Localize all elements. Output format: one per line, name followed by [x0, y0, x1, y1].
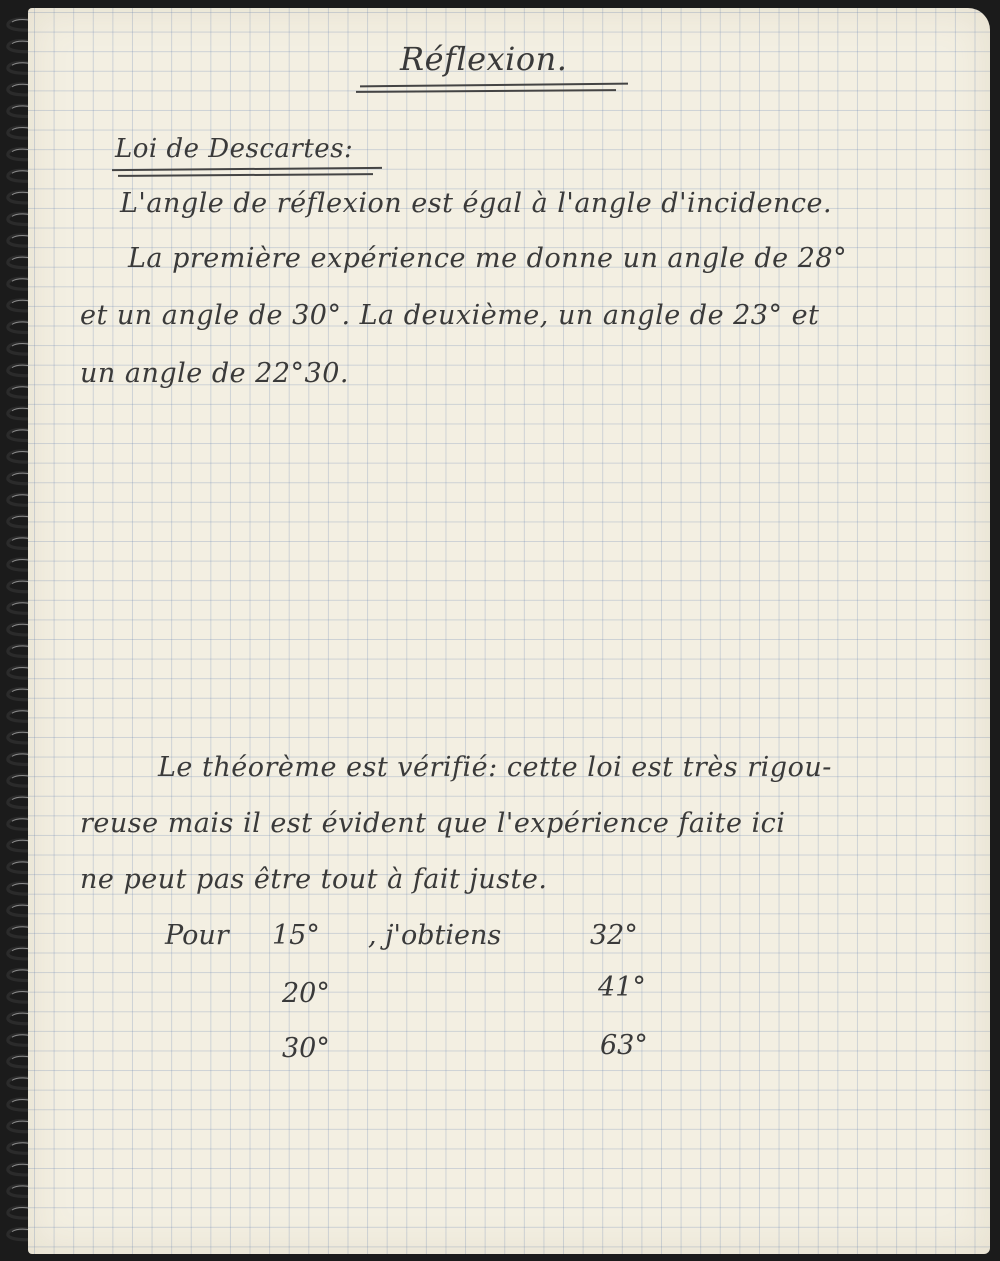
obtained-value: 63° — [600, 1030, 648, 1061]
incidence-value: 20° — [282, 978, 330, 1009]
obtained-value: 41° — [598, 972, 646, 1003]
paragraph-line: La première expérience me donne un angle de 28° — [128, 243, 848, 274]
incidence-value: 15° — [272, 920, 320, 951]
results-label-for: Pour — [165, 920, 229, 951]
paragraph-line: et un angle de 30°. La deuxième, un angle de 23° et — [80, 300, 820, 331]
paragraph-line: Le théorème est vérifié: cette loi est très rigou- — [158, 752, 832, 783]
section-heading: Loi de Descartes: — [115, 134, 354, 164]
incidence-value: 30° — [282, 1033, 330, 1064]
results-label-obtain: , j'obtiens — [368, 920, 502, 951]
law-statement: L'angle de réflexion est égal à l'angle d'incidence. — [120, 188, 833, 219]
obtained-value: 32° — [590, 920, 638, 951]
paragraph-line: reuse mais il est évident que l'expérience faite ici — [80, 808, 786, 839]
paragraph-line: ne peut pas être tout à fait juste. — [80, 864, 548, 895]
page-title: Réflexion. — [400, 40, 568, 78]
paragraph-line: un angle de 22°30. — [80, 358, 349, 389]
